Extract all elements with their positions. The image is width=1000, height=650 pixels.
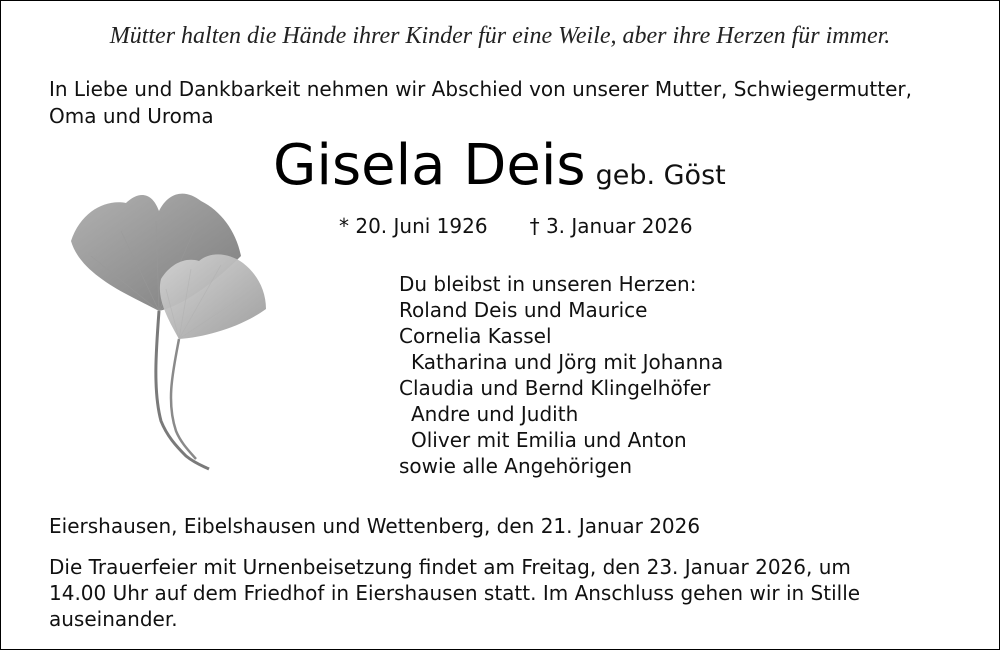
name-line [273,133,726,198]
birth-date: * 20. Juni 1926 [339,214,488,238]
place-date: Eiershausen, Eibelshausen und Wettenberg, den 21. Januar 2026 [49,514,701,538]
family-line: sowie alle Angehörigen [399,454,632,478]
intro-text: In Liebe und Dankbarkeit nehmen wir Abschied von unserer Mutter, Schwiegermutter, Oma und Uroma [49,77,912,128]
family-heading: Du bleibst in unseren Herzen: [399,272,697,296]
family-line: Cornelia Kassel [399,324,552,348]
family-list [399,271,723,479]
family-line: Roland Deis und Maurice [399,298,648,322]
family-line: Claudia und Bernd Klingelhöfer [399,376,711,400]
funeral-info: Die Trauerfeier mit Urnenbeisetzung findet am Freitag, den 23. Januar 2026, um 14.00 Uhr auf dem Friedhof in Eiershausen statt. Im Anschluss gehen wir in Stille auseinander. [49,555,861,631]
birth-name: geb. Göst [595,160,726,191]
life-dates [339,214,693,238]
ginkgo-leaves-icon [61,181,271,481]
deceased-name: Gisela Deis [273,133,586,198]
family-line: Andre und Judith [411,402,579,426]
motto: Mütter halten die Hände ihrer Kinder für eine Weile, aber ihre Herzen für immer. [109,23,891,49]
family-line: Katharina und Jörg mit Johanna [411,350,724,374]
family-line: Oliver mit Emilia und Anton [411,428,687,452]
death-date: † 3. Januar 2026 [529,214,693,238]
